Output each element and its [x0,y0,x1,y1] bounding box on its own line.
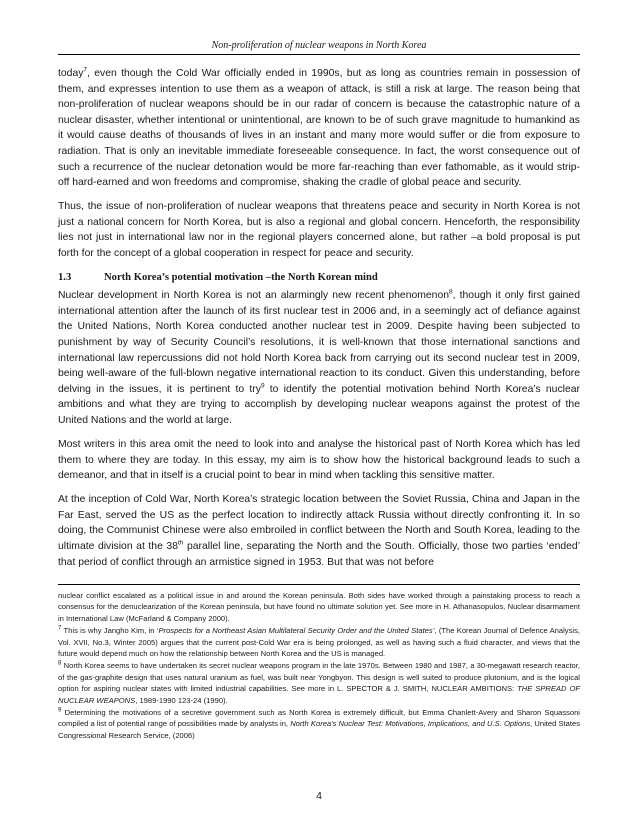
section-title: North Korea’s potential motivation –the North Korean mind [104,272,378,284]
page-number: 4 [316,790,322,802]
footnote-ref-8[interactable]: 8 [449,288,453,296]
paragraph-1-text-cont: , even though the Cold War officially ended in 1990s, but as long as countries remain in possession of them, and expresses intention to use them as a weapon of attack, is still a risk at large. The reason being that non-proliferation of nuclear weapons should be in our radar of concern is because the catastrophic nature of a nuclear disaster, whether intentional or unintentional, are known to be of such grave magnitude to humankind as it would cause deaths of thousands of lives in an instant and many more would suffer or die from exposure to radiation. That is only an inevitable immediate foreseeable consequence. In fact, the worst consequence out of such a recurrence of the nuclear detonation would be more far-reaching than ever fathomable, as it would strip-off hard-earned and won freedoms and compromise, shaking the cradle of global peace and security. [58,68,580,189]
paragraph-5 [58,492,580,570]
section-heading [58,270,580,285]
footnote-9 [58,707,580,741]
footnote-9-text: Determining the motivations of a secretive government such as North Korea is extremely difficult, but Emma Chanlett-Avery and Sharon Squassoni compiled a list of potential range of possibilities made by analysts in, [58,708,580,729]
paragraph-3-text-cont: , though it only first gained international attention after the launch of its first nuclear test in 2006 and, in a seemingly act of defiance against the United Nations, North Korea conducted another nuclear test in 2009. Despite having been subjected to punishment by way of Security Council’s resolutions, it is well-known that those international sanctions and international law repercussions did not hold North Korea back from carrying out its second nuclear test in 2009, being well-aware of the full-blown negative international reaction to its conduct. Given this understanding, before delving in the issues, it is pertinent to try [58,290,580,395]
ordinal-suffix: th [177,539,184,547]
paragraph-4: Most writers in this area omit the need to look into and analyse the historical past of North Korea which has led them to where they are today. In this essay, my aim is to show how the historical background leads to such a demeanor, and that in itself is a crucial point to bear in mind when tackling this sensitive matter. [58,438,580,482]
paragraph-2: Thus, the issue of non-proliferation of nuclear weapons that threatens peace and security in North Korea is not just a national concern for North Korea, but is also a regional and global concern. Henceforth, the responsibility lies not just in international law nor in the regional players concerned alone, but rather –a bold proposal is put forth for the concept of a global cooperation in respect for peace and security. [58,201,580,260]
paragraph-3-text: Nuclear development in North Korea is not an alarmingly new recent phenomenon [58,290,450,302]
footnote-continued: nuclear conflict escalated as a political issue in and around the Korean peninsula. Both sides have worked through a painstaking process to reach a consensus for the denuclearization of the Korean peninsula, but have found no ultimate solution yet. See more in H. Athanasopulos, Nuclear disarmament in International Law (McFarland & Company 2000). [58,591,580,623]
footnote-7-text-cont: , (The Korean Journal of Defence Analysis, Vol. XVII, No.3, Winter 2005) argues that the current post-Cold War era is being prolonged, as well as having such a fluid character, and views that the future would depend much on how the relationship between North Korea and the US is managed. [58,626,580,659]
section-number: 1.3 [58,272,72,284]
footnote-8-mark: 8 [58,660,62,667]
footnote-7-title: Prospects for a Northeast Asian Multilateral Security Order and the United States’ [158,626,435,636]
footnotes [58,590,580,742]
footnote-7 [58,625,580,659]
running-header: Non-proliferation of nuclear weapons in North Korea [58,40,580,55]
footnote-7-text: This is why Jangho Kim, in ‘ [61,626,159,636]
paragraph-3 [58,288,580,428]
footnote-7-mark: 7 [58,625,62,632]
footnote-9-title: North Korea's Nuclear Test: Motivations, Implications, and U.S. Options [290,719,531,729]
footnote-separator [58,584,580,585]
paragraph-1 [58,66,580,191]
footnote-8-text: North Korea seems to have undertaken its secret nuclear weapons program in the late 1970s. Between 1980 and 1987, a 30-megawatt research reactor, of the gas-graphite design that uses natural uranium as fuel, was built near Yongbyon. This design is well suited to produce plutonium, and is the logical option for aspiring nuclear states with limited industrial capabilities. See more in L. SPECTOR & J. SMITH, NUCLEAR AMBITIONS: [58,661,580,694]
footnote-8-text-cont: , 1989-1990 123-24 (1990). [135,695,228,705]
footnote-8 [58,660,580,706]
paragraph-1-text: today [58,68,84,79]
paragraph-5-text: At the inception of Cold War, North Korea’s strategic location between the Soviet Russia, China and Japan in the Far East, served the US as the perfect location to indirectly attack Russia without directly confronting it. In so doing, the Communist Chinese were also embroiled in conflict between the North and South Korea, leading to the ultimate division at the 38 [58,494,580,553]
body-text [58,66,580,579]
footnote-9-mark: 9 [58,707,62,714]
footnote-9-text-cont: , United States Congressional Research Service, (2006) [58,719,581,740]
footnote-ref-9[interactable]: 9 [260,382,265,390]
footnote-8-title: THE SPREAD OF NUCLEAR WEAPONS [58,684,580,705]
footnote-ref-7[interactable]: 7 [83,66,88,74]
paragraph-5-text-cont: parallel line, separating the North and the South. Officially, those two parties ‘ended’ that period of conflict through an armistice signed in 1953. But that was not before [58,541,581,568]
paragraph-3-text-end: to identify the potential motivation behind North Korea’s nuclear ambitions and what they are trying to accomplish by developing nuclear weapons against the protest of the United Nations and the world at large. [58,383,580,426]
